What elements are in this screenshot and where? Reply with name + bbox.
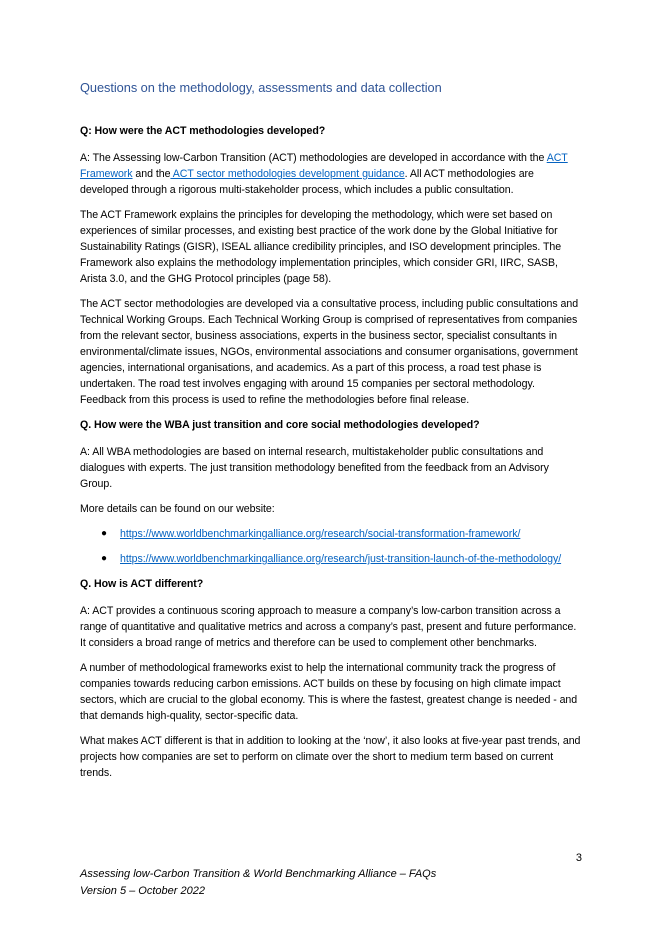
- answer-text: A: The Assessing low-Carbon Transition (ACT) methodologies are developed in accordance with the: [80, 152, 547, 164]
- just-transition-link[interactable]: https://www.worldbenchmarkingalliance.org/research/just-transition-launch-of-the-methodology/: [120, 553, 562, 565]
- list-item: [80, 526, 582, 542]
- sector-methodologies-paragraph: The ACT sector methodologies are developed via a consultative process, including public consultations and Technical Working Groups. Each Technical Working Group is comprised of representatives from companies from the relevant sector, business associations, experts in the business sector, specialist consultants in environmental/climate issues, NGOs, environmental associations and consumer organisations, government agencies, international organisations, and academics. As a part of this process, a road test phase is undertaken. The road test involves engaging with around 15 companies per sectoral methodology. Feedback from this process is used to refine the methodologies before final release.: [80, 298, 579, 406]
- answer-paragraph: [80, 150, 582, 198]
- section-heading: Questions on the methodology, assessments and data collection: [80, 80, 442, 95]
- footer-title: Assessing low-Carbon Transition & World Benchmarking Alliance – FAQs: [80, 868, 437, 880]
- bullet-icon: ●: [101, 528, 107, 539]
- page-number: 3: [575, 852, 582, 864]
- question-wba-developed: Q. How were the WBA just transition and core social methodologies developed?: [80, 419, 480, 431]
- framework-paragraph: The ACT Framework explains the principles for developing the methodology, which were set based on experiences of similar processes, and existing best practice of the work done by the Global Initiative for Sustainability Ratings (GISR), ISEAL alliance credibility principles, and ISO development principles. The Framework also explains the methodology implementation principles, which consider GRI, IIRC, SASB, Arista 3.0, and the GHG Protocol principles (page 58).: [80, 209, 562, 285]
- answer-text: . All ACT methodologies are developed through a rigorous multi-stakeholder process, which includes a public consultation.: [80, 168, 534, 196]
- page-content: [80, 79, 582, 790]
- page-footer: [80, 866, 436, 900]
- frameworks-paragraph: A number of methodological frameworks exist to help the international community track the progress of companies towards reducing carbon emissions. ACT builds on these by focusing on high climate impact sectors, which are crucial to the global economy. This is where the fastest, greatest change is needed - and that demands high-quality, sector-specific data.: [80, 662, 578, 722]
- wba-answer-paragraph: A: All WBA methodologies are based on internal research, multistakeholder public consultations and dialogues with experts. The just transition methodology benefited from the feedback from an Advisory Group.: [80, 446, 549, 490]
- act-different-answer: A: ACT provides a continuous scoring approach to measure a company’s low-carbon transition across a range of quantitative and qualitative metrics and across a company’s past, present and future performance. It considers a broad range of metrics and therefore can be used to complement other benchmarks.: [80, 605, 577, 649]
- answer-text: and the: [132, 168, 171, 180]
- question-act-developed: Q: How were the ACT methodologies developed?: [80, 125, 326, 137]
- social-framework-link[interactable]: https://www.worldbenchmarkingalliance.org/research/social-transformation-framework/: [120, 528, 521, 540]
- website-links-list: [80, 526, 582, 567]
- list-item: [80, 551, 582, 567]
- question-act-different: Q. How is ACT different?: [80, 578, 204, 590]
- bullet-icon: ●: [101, 553, 107, 564]
- footer-version: Version 5 – October 2022: [80, 885, 205, 897]
- act-guidance-link[interactable]: ACT sector methodologies development guidance: [170, 168, 405, 180]
- act-framework-link[interactable]: ACT Framework: [80, 152, 568, 180]
- more-details-paragraph: More details can be found on our website:: [80, 503, 275, 515]
- act-different-paragraph: What makes ACT different is that in addition to looking at the ‘now’, it also looks at five-year past trends, and projects how companies are set to perform on climate over the short to medium term based on current trends.: [80, 735, 581, 779]
